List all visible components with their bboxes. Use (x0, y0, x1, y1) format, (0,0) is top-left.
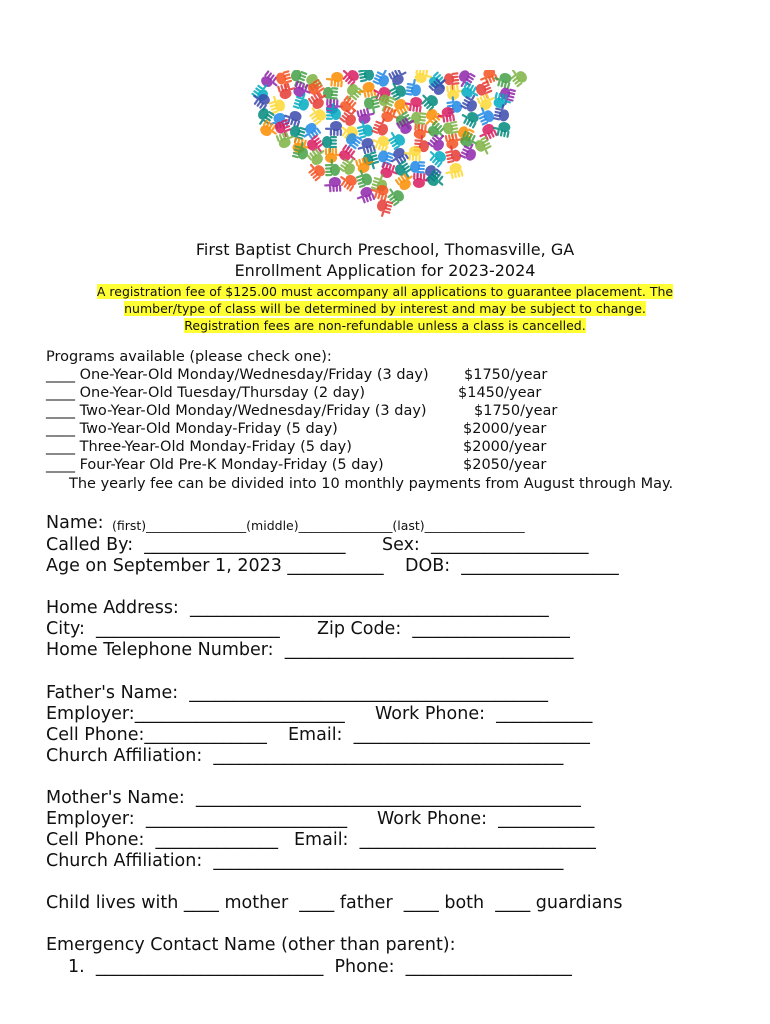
program-item[interactable]: ____ Three-Year-Old Monday-Friday (5 day) (46, 439, 352, 455)
registration-notice (40, 283, 730, 334)
program-price: $2050/year (463, 457, 547, 473)
home-phone-field[interactable]: Home Telephone Number: _________________________________ (46, 640, 574, 660)
program-item[interactable]: ____ Two-Year-Old Monday-Friday (5 day) (46, 421, 338, 437)
handprint-heart-logo (228, 70, 546, 222)
title-line-2: Enrollment Application for 2023-2024 (234, 261, 536, 280)
zip-code-field[interactable]: Zip Code: __________________ (317, 619, 570, 639)
lives-with-field[interactable]: Child lives with ____ mother ____ father ____ both ____ guardians (46, 893, 623, 913)
notice-line-1: A registration fee of $125.00 must accompany all applications to guarantee placement. The (96, 284, 674, 299)
city-field[interactable]: City: _____________________ (46, 619, 280, 639)
home-address-field[interactable]: Home Address: _________________________________________ (46, 598, 549, 618)
emergency-heading: Emergency Contact Name (other than parent): (46, 935, 456, 955)
age-field[interactable]: Age on September 1, 2023 ___________ (46, 556, 384, 576)
program-price: $2000/year (463, 421, 547, 437)
program-price: $2000/year (463, 439, 547, 455)
programs-heading: Programs available (please check one): (46, 349, 332, 365)
child-name-label: Name: (46, 513, 104, 533)
mother-name-field[interactable]: Mother's Name: ____________________________________________ (46, 788, 581, 808)
program-item[interactable]: ____ One-Year-Old Monday/Wednesday/Friday (3 day) (46, 367, 429, 383)
title-line-1: First Baptist Church Preschool, Thomasville, GA (195, 240, 575, 259)
father-name-field[interactable]: Father's Name: _________________________________________ (46, 683, 548, 703)
called-by-field[interactable]: Called By: _______________________ (46, 535, 346, 555)
father-cell-field[interactable]: Cell Phone:______________ (46, 725, 267, 745)
mother-cell-field[interactable]: Cell Phone: ______________ (46, 830, 279, 850)
payment-note: The yearly fee can be divided into 10 monthly payments from August through May. (69, 476, 674, 492)
notice-line-3: Registration fees are non-refundable unless a class is cancelled. (184, 318, 586, 333)
program-item[interactable]: ____ One-Year-Old Tuesday/Thursday (2 day) (46, 385, 366, 401)
dob-field[interactable]: DOB: __________________ (405, 556, 619, 576)
mother-church-field[interactable]: Church Affiliation: ________________________________________ (46, 851, 564, 871)
father-church-field[interactable]: Church Affiliation: ________________________________________ (46, 746, 564, 766)
sex-field[interactable]: Sex: __________________ (382, 535, 589, 555)
mother-employer-field[interactable]: Employer: _______________________ (46, 809, 348, 829)
program-price: $1750/year (464, 367, 548, 383)
father-employer-field[interactable]: Employer:________________________ (46, 704, 345, 724)
program-price: $1450/year (458, 385, 542, 401)
mother-email-field[interactable]: Email: ___________________________ (294, 830, 596, 850)
notice-line-2: number/type of class will be determined by interest and may be subject to change. (124, 301, 646, 316)
child-name-field[interactable]: (first)________________(middle)_______________(last)________________ (112, 518, 525, 533)
father-work-phone-field[interactable]: Work Phone: ___________ (375, 704, 593, 724)
mother-work-phone-field[interactable]: Work Phone: ___________ (377, 809, 595, 829)
emergency-contact-1-field[interactable]: 1. __________________________ Phone: ___________________ (68, 957, 572, 977)
program-price: $1750/year (474, 403, 558, 419)
program-item[interactable]: ____ Two-Year-Old Monday/Wednesday/Friday (3 day) (46, 403, 427, 419)
father-email-field[interactable]: Email: ___________________________ (288, 725, 590, 745)
program-item[interactable]: ____ Four-Year Old Pre-K Monday-Friday (5 day) (46, 457, 384, 473)
